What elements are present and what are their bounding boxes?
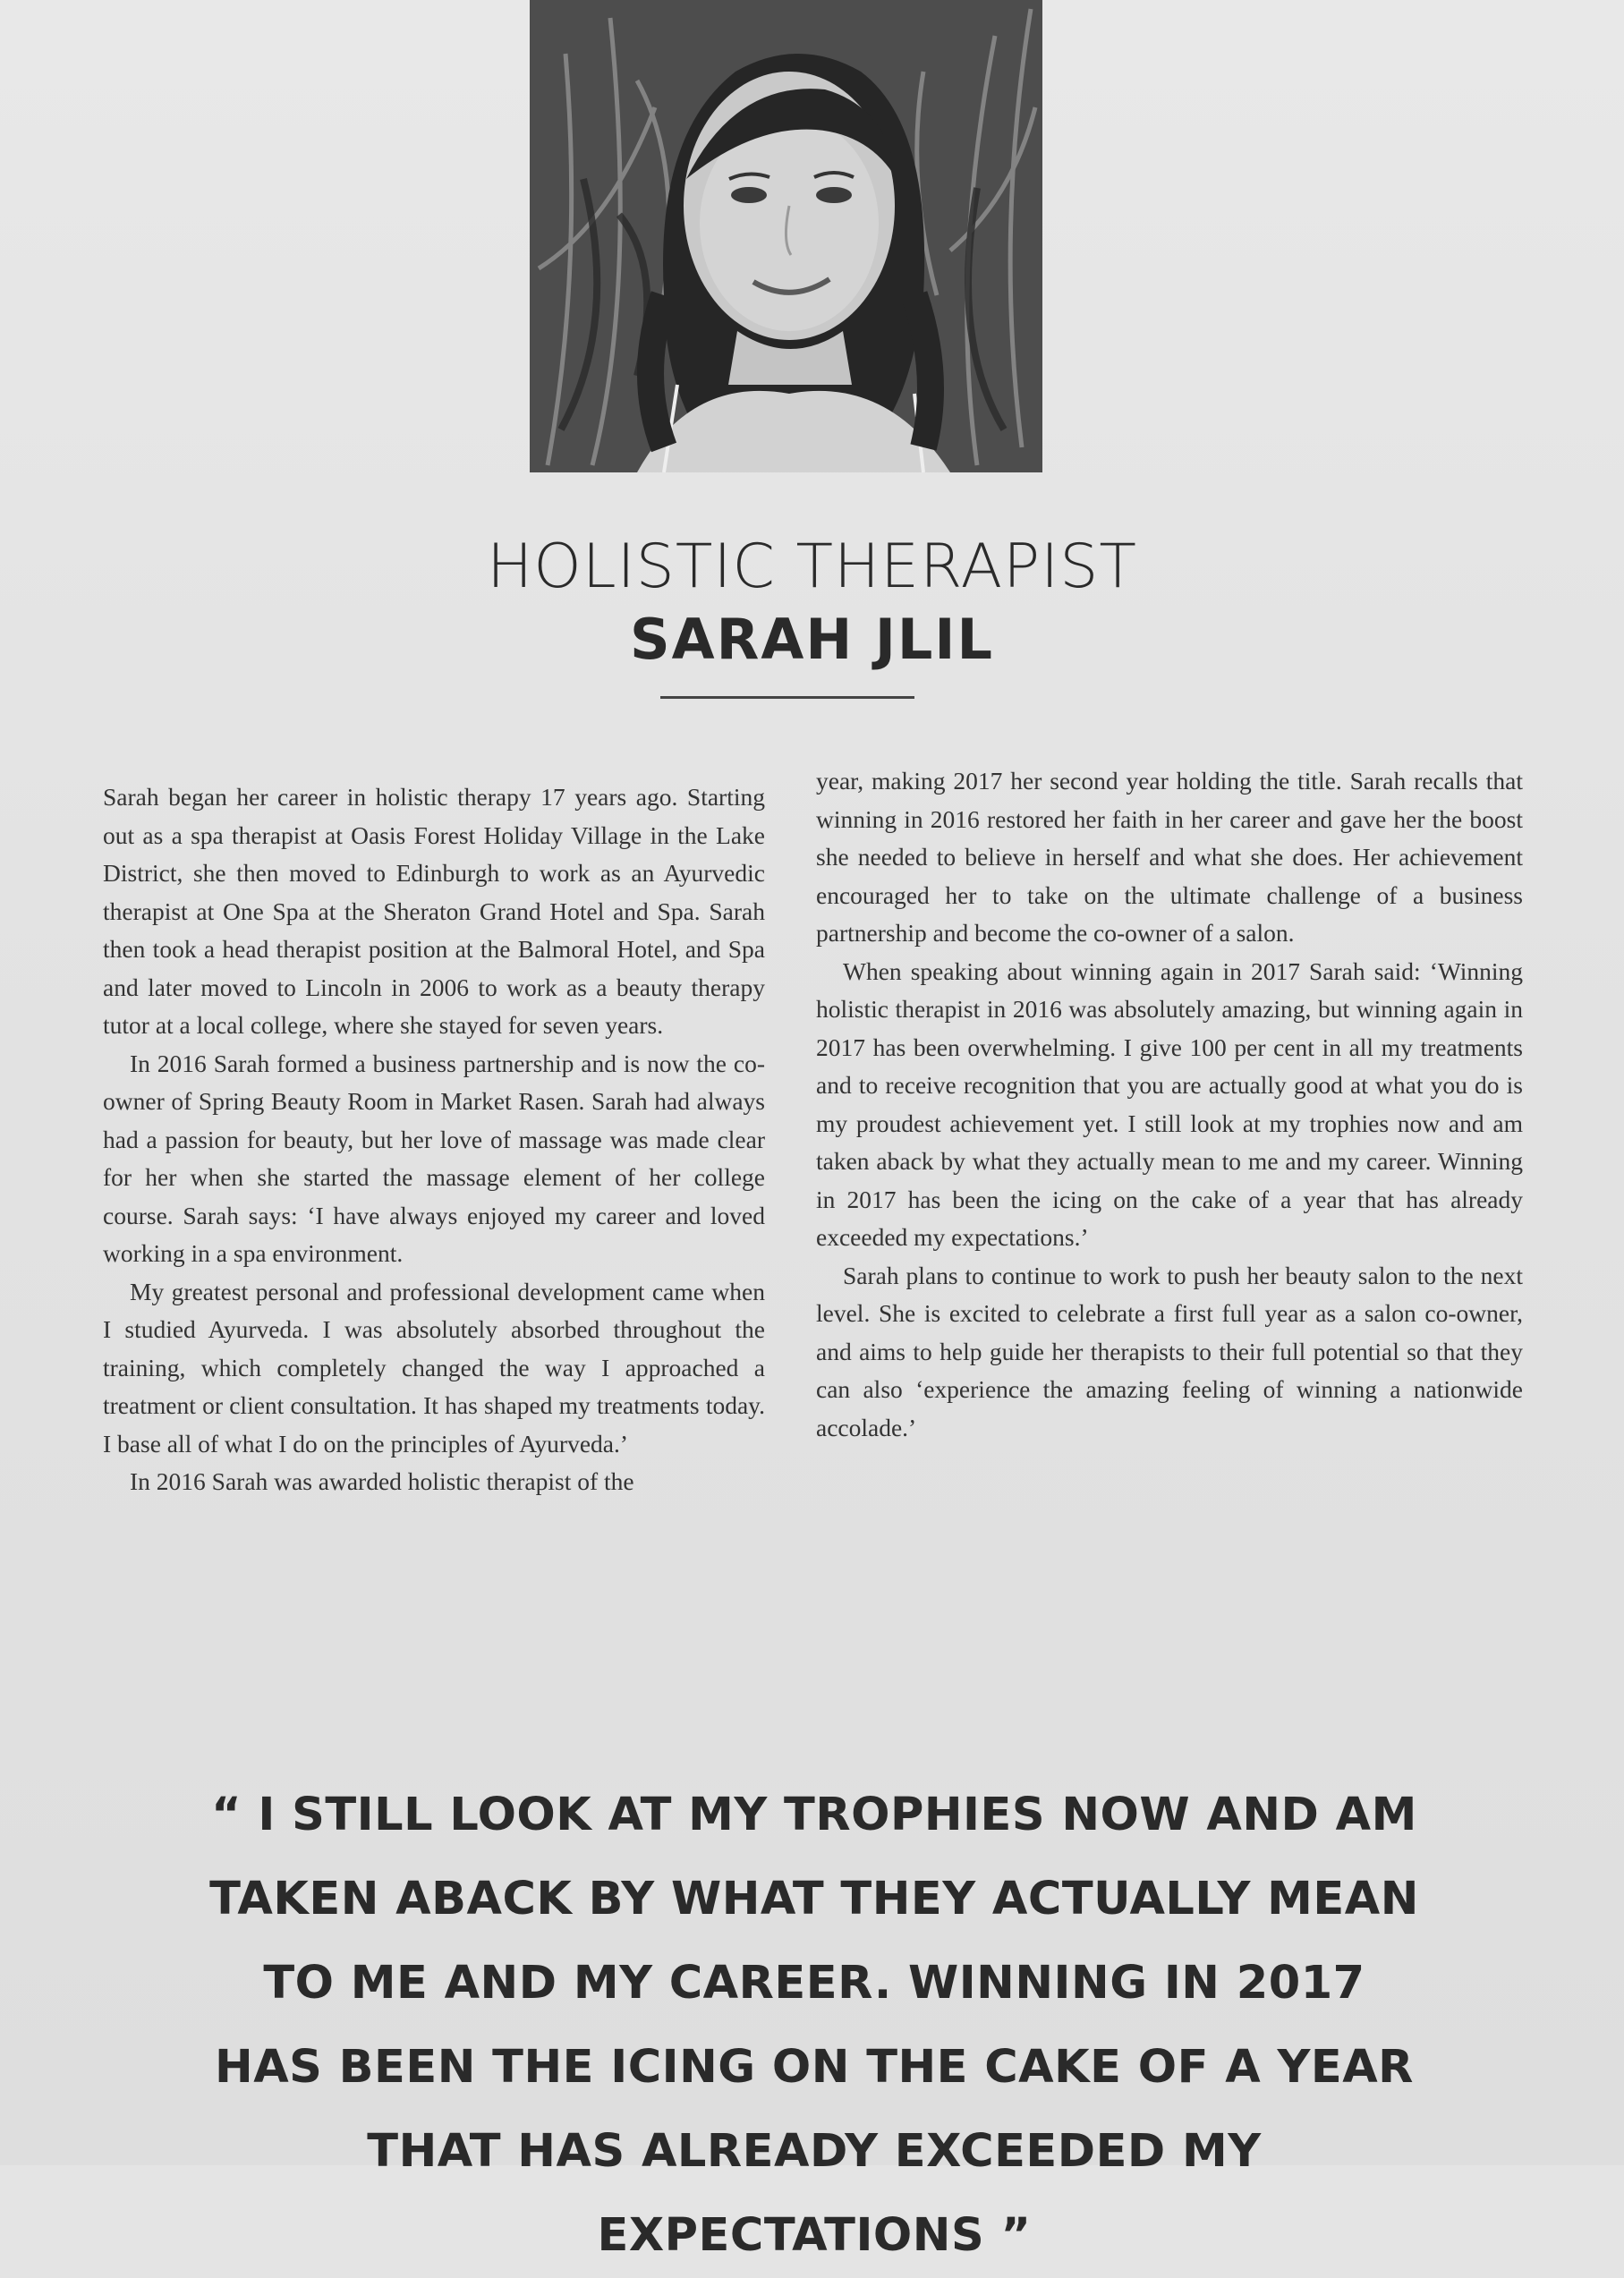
paragraph: Sarah began her career in holistic therapy 17 years ago. Starting out as a spa therapist at Oasis Forest Holiday Village in the Lake District, she then moved to Edinburgh to work as an Ayurvedic therapist at One Spa at the Sheraton Grand Hotel and Spa. Sarah then took a head therapist position at the Balmoral Hotel, and Spa and later moved to Lincoln in 2006 to work as a beauty therapy tutor at a local college, where she stayed for seven years.	[103, 783, 765, 1039]
paragraph: My greatest personal and professional development came when I studied Ayurveda. I was absolutely absorbed throughout the training, which completely changed the way I approached a treatment or client consultation. It has shaped my treatments today. I base all of what I do on the principles of Ayurveda.’	[103, 1277, 765, 1458]
pull-quote: “ I STILL LOOK AT MY TROPHIES NOW AND AM TAKEN ABACK BY WHAT THEY ACTUALLY MEAN TO ME AND MY CAREER. WINNING IN 2017 HAS BEEN THE ICING ON THE CAKE OF A YEAR THAT HAS ALREADY EXCEEDED MY EXPECTATIONS ”	[209, 1789, 1419, 2262]
paragraph: In 2016 Sarah formed a business partnership and is now the co-owner of Spring Beauty Room in Market Rasen. Sarah had always had a passion for beauty, but her love of massage was made clear for her when she started the massage element of her college course. Sarah says: ‘I have always enjoyed my career and loved working in a spa environment.	[103, 1049, 765, 1267]
article-title: HOLISTIC THERAPIST	[487, 531, 1137, 602]
paragraph: In 2016 Sarah was awarded holistic therapist of the	[130, 1467, 634, 1495]
left-text-column	[103, 778, 765, 1501]
paragraph: year, making 2017 her second year holding the title. Sarah recalls that winning in 2016 restored her faith in her career and gave her the boost she needed to believe in herself and what she does. Her achievement encouraged her to take on the ultimate challenge of a business partnership and become the co-owner of a salon.	[816, 767, 1523, 947]
paragraph: When speaking about winning again in 2017 Sarah said: ‘Winning holistic therapist in 2016 was absolutely amazing, but winning again in 2017 has been overwhelming. I give 100 per cent in all my treatments and to receive recognition that you are actually good at what you do is my proudest achievement yet. I still look at my trophies now and am taken aback by what they actually mean to me and my career. Winning in 2017 has been the icing on the cake of a year that has already exceeded my expectations.’	[816, 956, 1523, 1251]
person-name: SARAH JLIL	[630, 607, 994, 672]
portrait-photo	[530, 0, 1042, 472]
paragraph: Sarah plans to continue to work to push her beauty salon to the next level. She is excited to celebrate a first full year as a salon co-owner, and aims to help guide her therapists to their full potential so that they can also ‘experience the amazing feeling of winning a nationwide accolade.’	[816, 1261, 1523, 1441]
right-text-column	[816, 762, 1523, 1447]
title-divider	[660, 696, 914, 699]
portrait-illustration	[530, 0, 1042, 472]
